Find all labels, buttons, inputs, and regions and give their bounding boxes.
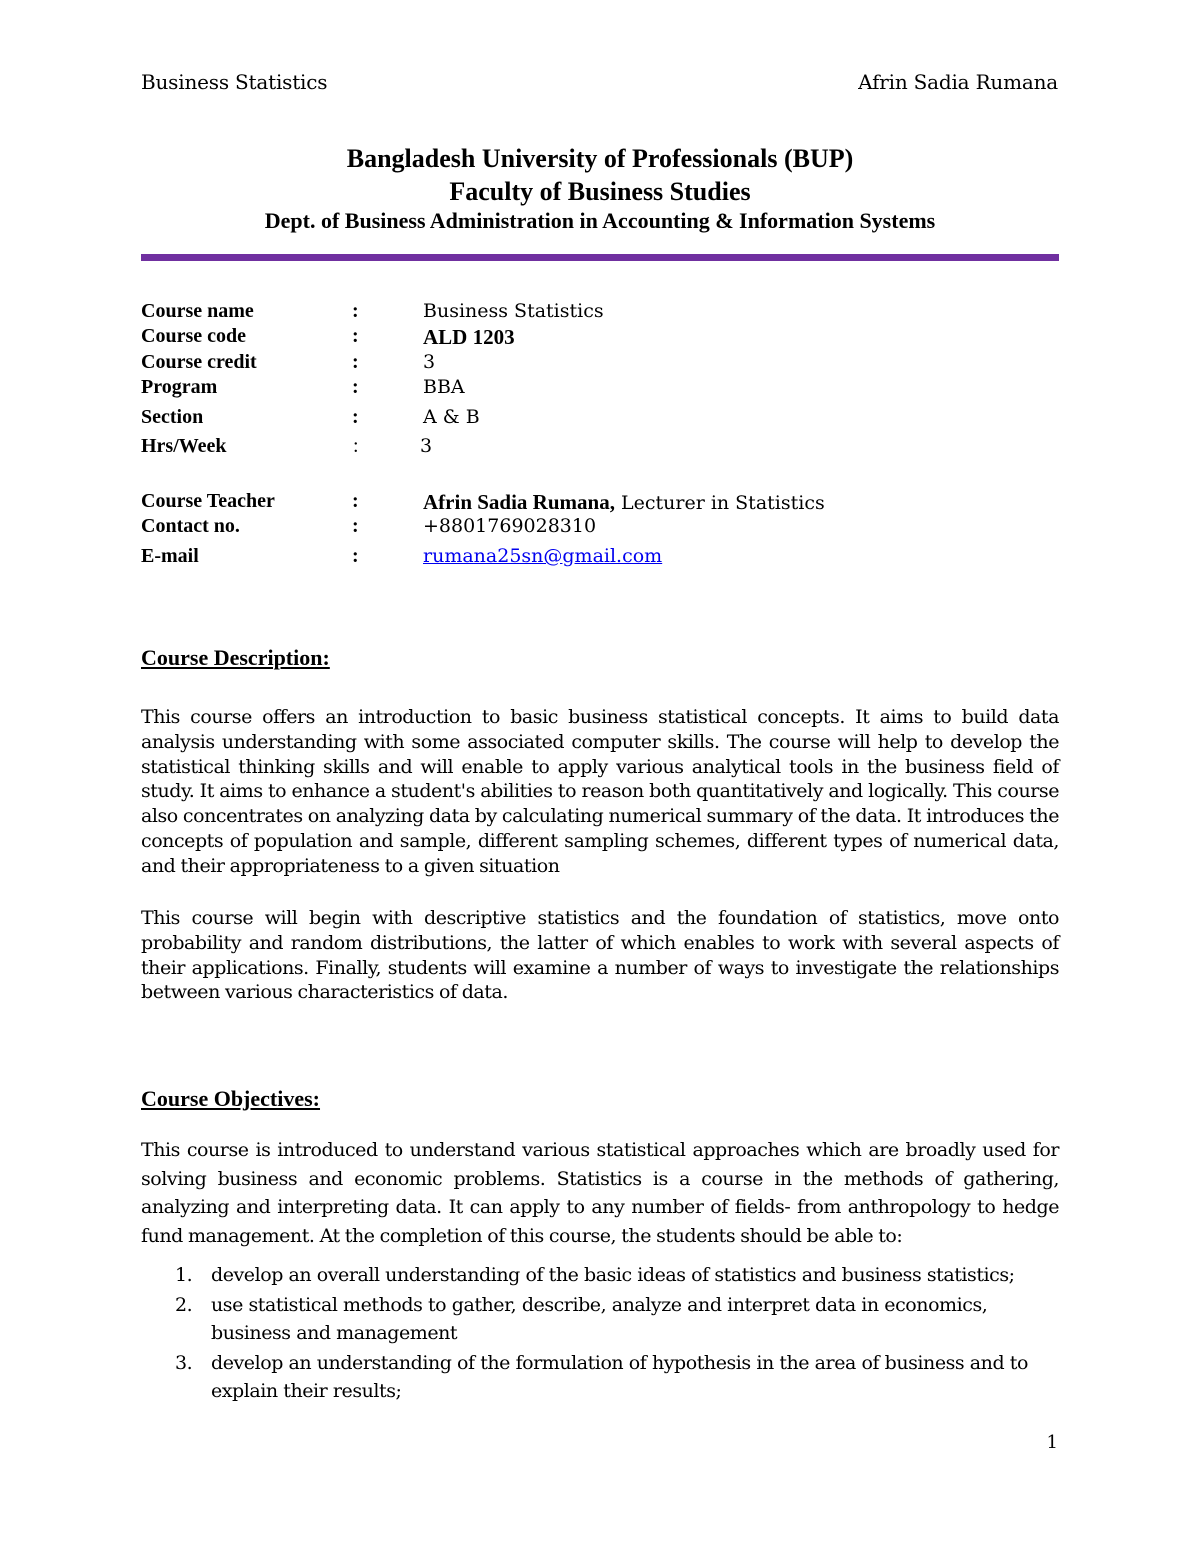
objective-text: develop an overall understanding of the basic ideas of statistics and business statistics;: [211, 1264, 1015, 1286]
course-objectives-heading: Course Objectives:: [141, 1086, 321, 1111]
course-teacher-row: [141, 490, 1059, 516]
program-row: [141, 376, 1059, 402]
course-description-paragraph-1: This course offers an introduction to basic business statistical concepts. It aims to build data analysis understanding with some associated computer skills. The course will help to develop the statistical thinking skills and will enable to apply various analytical tools in the business field of study. It aims to enhance a student's abilities to reason both quantitatively and logically. This course also concentrates on analyzing data by calculating numerical summary of the data. It introduces the concepts of population and sample, different sampling schemes, different types of numerical data, and their appropriateness to a given situation: [141, 706, 1059, 877]
teacher-name: Afrin Sadia Rumana,: [423, 490, 615, 514]
teacher-role: Lecturer in Statistics: [614, 492, 825, 514]
objective-text: use statistical methods to gather, describe, analyze and interpret data in economics, business and management: [211, 1294, 988, 1344]
section-value: A & B: [423, 406, 480, 428]
course-name-value: Business Statistics: [423, 300, 604, 322]
course-name-label: Course name: [141, 300, 254, 322]
hours-per-week-row: [141, 435, 1059, 461]
email-row: [141, 545, 1059, 571]
university-name: Bangladesh University of Professionals (BUP): [346, 144, 854, 173]
objective-item: [141, 1349, 1059, 1405]
program-label: Program: [141, 376, 218, 398]
objective-item: [141, 1291, 1059, 1347]
course-name-separator: :: [352, 300, 359, 322]
section-separator: :: [352, 406, 359, 428]
objective-number: 3.: [175, 1352, 193, 1374]
objectives-list: [141, 1261, 1059, 1407]
header-author: Afrin Sadia Rumana: [858, 70, 1058, 94]
course-code-separator: :: [352, 325, 359, 347]
hours-per-week-label: Hrs/Week: [141, 435, 227, 457]
contact-number-value: +8801769028310: [423, 515, 597, 537]
program-value: BBA: [423, 376, 465, 398]
objective-number: 2.: [175, 1294, 193, 1316]
course-credit-row: [141, 351, 1059, 377]
course-credit-label: Course credit: [141, 351, 257, 373]
course-teacher-label: Course Teacher: [141, 490, 275, 512]
contact-number-row: [141, 515, 1059, 541]
course-credit-separator: :: [352, 351, 359, 373]
department-name: Dept. of Business Administration in Accounting & Information Systems: [264, 208, 936, 233]
email-link[interactable]: rumana25sn@gmail.com: [423, 545, 663, 567]
course-objectives-intro: This course is introduced to understand various statistical approaches which are broadly used for solving business and economic problems. Statistics is a course in the methods of gathering, analyzing and interpreting data. It can apply to any number of fields- from anthropology to hedge fund management. At the completion of this course, the students should be able to:: [141, 1139, 1059, 1247]
contact-number-label: Contact no.: [141, 515, 240, 537]
section-label: Section: [141, 406, 204, 428]
objective-item: [141, 1261, 1059, 1289]
email-value: [423, 545, 662, 567]
title-divider: [141, 254, 1059, 261]
page-number: 1: [1046, 1432, 1058, 1453]
header-course-title: Business Statistics: [141, 70, 328, 94]
course-description-paragraph-2: This course will begin with descriptive statistics and the foundation of statistics, move onto probability and random distributions, the latter of which enables to work with several aspects of their applications. Finally, students will examine a number of ways to investigate the relationships between various characteristics of data.: [141, 907, 1059, 1004]
email-separator: :: [352, 545, 359, 567]
hours-per-week-separator: :: [353, 435, 359, 457]
objective-number: 1.: [175, 1264, 193, 1286]
objective-text: develop an understanding of the formulation of hypothesis in the area of business and to explain their results;: [211, 1352, 1028, 1402]
section-row: [141, 406, 1059, 432]
course-teacher-separator: :: [352, 490, 359, 512]
course-credit-value: 3: [423, 351, 436, 373]
contact-number-separator: :: [352, 515, 359, 537]
course-code-row: [141, 325, 1059, 351]
faculty-name: Faculty of Business Studies: [449, 177, 751, 206]
program-separator: :: [352, 376, 359, 398]
hours-per-week-value: 3: [420, 435, 433, 457]
course-code-label: Course code: [141, 325, 246, 347]
email-label: E-mail: [141, 545, 199, 567]
course-name-row: [141, 300, 1059, 326]
course-description-heading: Course Description:: [141, 645, 330, 670]
course-teacher-value: [423, 490, 825, 515]
course-code-value: ALD 1203: [423, 325, 515, 349]
